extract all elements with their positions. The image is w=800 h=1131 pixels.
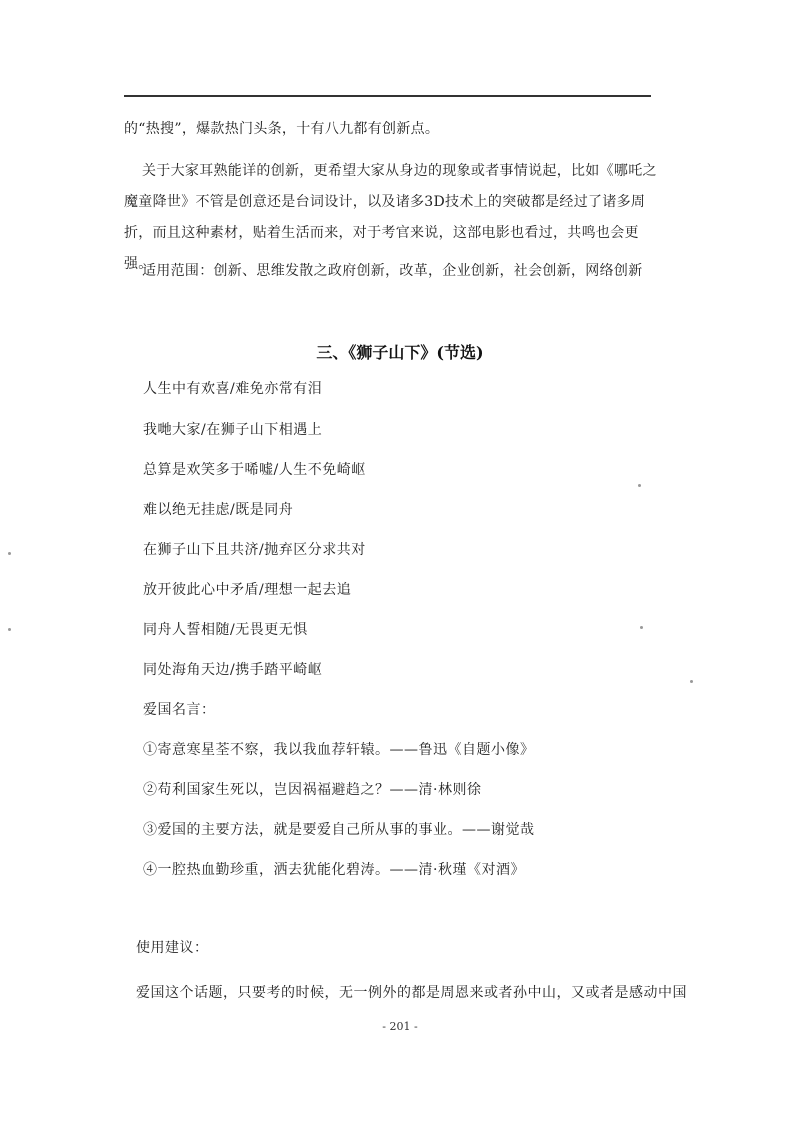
quote-item: ①寄意寒星荃不察，我以我血荐轩辕。——鲁迅《自题小像》 [143, 742, 535, 758]
scan-speck [640, 626, 643, 629]
quote-item: ②苟利国家生死以，岂因祸福避趋之？——清·林则徐 [143, 782, 482, 798]
lyric-line: 总算是欢笑多于唏嘘/人生不免崎岖 [143, 462, 366, 478]
section-title: 三、《狮子山下》(节选) [316, 343, 484, 362]
scan-speck [8, 552, 11, 555]
scan-speck [690, 680, 693, 683]
lyric-line: 我哋大家/在狮子山下相遇上 [143, 422, 323, 438]
lyric-line: 在狮子山下且共济/抛弃区分求共对 [143, 542, 366, 558]
quote-item: ④一腔热血勤珍重，洒去犹能化碧涛。——清·秋瑾《对酒》 [143, 862, 525, 878]
lyric-line: 人生中有欢喜/难免亦常有泪 [143, 381, 323, 397]
lyric-line: 放开彼此心中矛盾/理想一起去追 [143, 582, 352, 598]
scan-speck [8, 628, 11, 631]
lyric-line: 同舟人誓相随/无畏更无惧 [143, 622, 308, 638]
scan-speck [638, 484, 641, 487]
header-rule [124, 95, 651, 97]
page-number: - 201 - [382, 1020, 418, 1033]
paragraph-hot-search: 的“热搜”，爆款热门头条，十有八九都有创新点。 [124, 121, 440, 137]
lyric-line: 同处海角天边/携手踏平崎岖 [143, 662, 323, 678]
usage-label: 使用建议： [136, 940, 209, 956]
paragraph-nezha-example: 关于大家耳熟能详的创新，更希望大家从身边的现象或者事情说起，比如《哪吒之魔童降世》不管是创意还是台词设计，以及诸多3D技术上的突破都是经过了诸多周折，而且这种素材，贴着生活而来，对于考官来说，这部电影也看过，共鸣也会更强。 [124, 163, 657, 272]
lyric-line: 难以绝无挂虑/既是同舟 [143, 502, 294, 518]
quotes-label: 爱国名言： [143, 702, 216, 718]
quote-item: ③爱国的主要方法，就是要爱自己所从事的事业。——谢觉哉 [143, 822, 535, 838]
paragraph-applicable-scope: 适用范围：创新、思维发散之政府创新，改革，企业创新，社会创新，网络创新 [142, 263, 643, 279]
usage-text: 爱国这个话题，只要考的时候，无一例外的都是周恩来或者孙中山，又或者是感动中国 [136, 985, 687, 1001]
